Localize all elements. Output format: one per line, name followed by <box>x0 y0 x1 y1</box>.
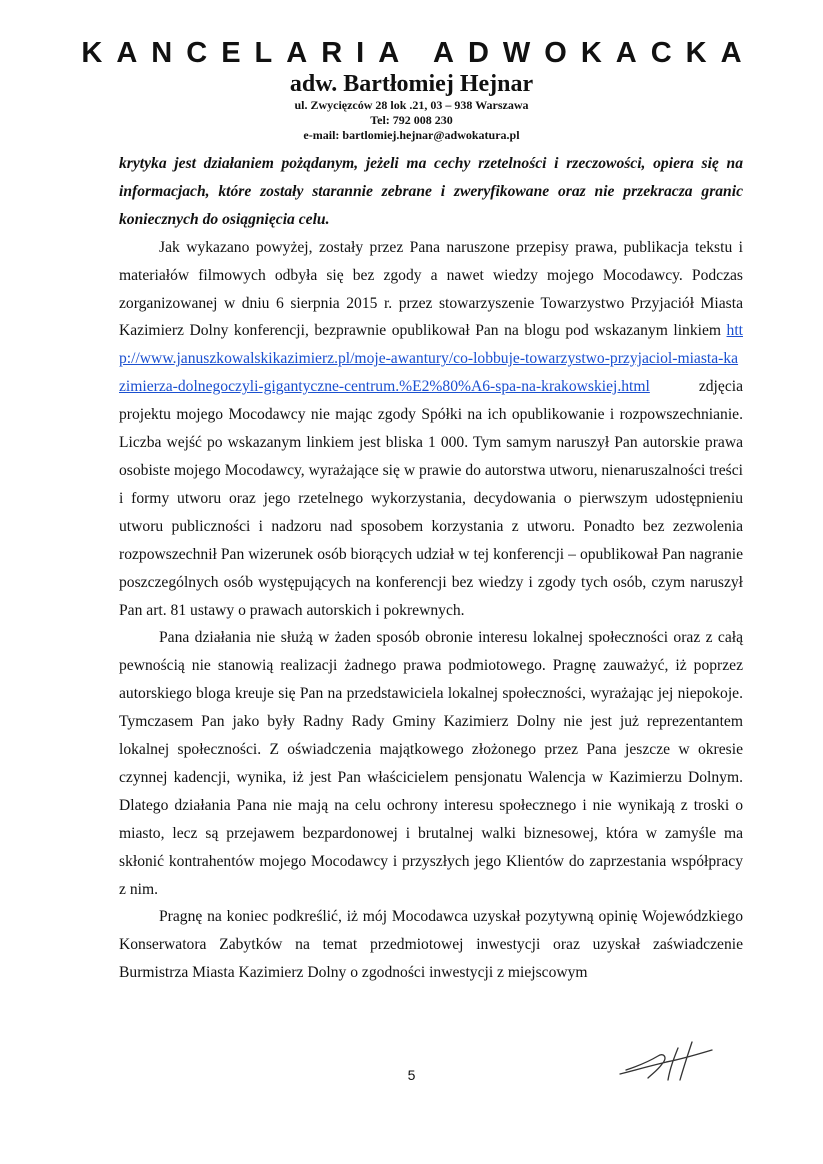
email: e-mail: bartlomiej.hejnar@adwokatura.pl <box>303 128 520 142</box>
firm-name: KANCELARIA ADWOKACKA <box>81 37 756 69</box>
attorney-name: adw. Bartłomiej Hejnar <box>289 71 534 97</box>
letterhead <box>0 36 823 143</box>
paragraph-2: Pana działania nie służą w żaden sposób obronie interesu lokalnej społeczności oraz z całą pewnością nie stanowią realizacji żadnego prawa podmiotowego. Pragnę zauważyć, iż poprzez autorskiego bloga kreuje się Pan na przedstawiciela lokalnej społeczności, wyrażając jej niepokoje. Tymczasem Pan jako były Radny Rady Gminy Kazimierz Dolny nie jest już reprezentantem lokalnej społeczności. Z oświadczenia majątkowego złożonego przez Pana jeszcze w okresie czynnej kadencji, wynika, iż jest Pan właścicielem pensjonatu Walencja w Kazimierzu Dolnym. Dlatego działania Pana nie mają na celu ochrony interesu społecznego i nie wynikają z troski o miasto, lecz są przejawem bezpardonowej i brutalnej walki biznesowej, która w zamyśle ma skłonić kontrahentów mojego Mocodawcy i przyszłych jego Klientów do zaprzestania współpracy z nim. <box>119 629 743 898</box>
paragraph-3: Pragnę na koniec podkreślić, iż mój Mocodawca uzyskał pozytywną opinię Wojewódzkiego Konserwatora Zabytków na temat przedmiotowej inwestycji oraz uzyskał zaświadczenie Burmistrza Miasta Kazimierz Dolny o zgodności inwestycji z miejscowym <box>119 908 743 982</box>
intro-paragraph: krytyka jest działaniem pożądanym, jeżeli ma cechy rzetelności i rzeczowości, opiera się na informacjach, które zostały starannie zebrane i zweryfikowane oraz nie przekracza granic koniecznych do osiągnięcia celu. <box>119 155 743 228</box>
paragraph-1 <box>119 234 743 625</box>
phone: Tel: 792 008 230 <box>370 113 453 127</box>
page-number: 5 <box>407 1067 416 1083</box>
blog-link[interactable]: http://www.januszkowalskikazimierz.pl/moje-awantury/co-lobbuje-towarzystwo-przyjaciol-miasta-kazimierza-dolnegoczyli-gigantyczne-centrum.%E2%80%A6-spa-na-krakowskiej.html <box>119 322 743 396</box>
paragraph-1-text: Jak wykazano powyżej, zostały przez Pana naruszone przepisy prawa, publikacja tekstu i materiałów filmowych odbyła się bez zgody a nawet wiedzy mojego Mocodawcy. Podczas zorganizowanej w dniu 6 sierpnia 2015 r. przez stowarzyszenie Towarzystwo Przyjaciół Miasta Kazimierz Dolny konferencji, bezprawnie opublikował Pan na blogu pod wskazanym linkiem <box>119 238 743 340</box>
letter-body <box>119 150 743 987</box>
paragraph-1-text-cont: zdjęcia projektu mojego Mocodawcy nie mając zgody Spółki na ich opublikowanie i rozpowszechnianie. Liczba wejść po wskazanym linkiem jest bliska 1 000. Tym samym naruszył Pan autorskie prawa osobiste mojego Mocodawcy, wyrażające się w prawie do autorstwa utworu, nienaruszalności treści i formy utworu oraz jego rzetelnego wykorzystania, decydowania o pierwszym udostępnieniu utworu publiczności i nadzoru nad sposobem korzystania z utworu. Ponadto bez zezwolenia rozpowszechnił Pan wizerunek osób biorących udział w tej konferencji – opublikował Pan nagranie poszczególnych osób występujących na konferencji bez wiedzy i zgody tych osób, czym naruszył Pan art. 81 ustawy o prawach autorskich i pokrewnych. <box>119 378 743 619</box>
signature-icon <box>618 1040 718 1086</box>
address: ul. Zwycięzców 28 lok .21, 03 – 938 Warszawa <box>294 98 529 112</box>
